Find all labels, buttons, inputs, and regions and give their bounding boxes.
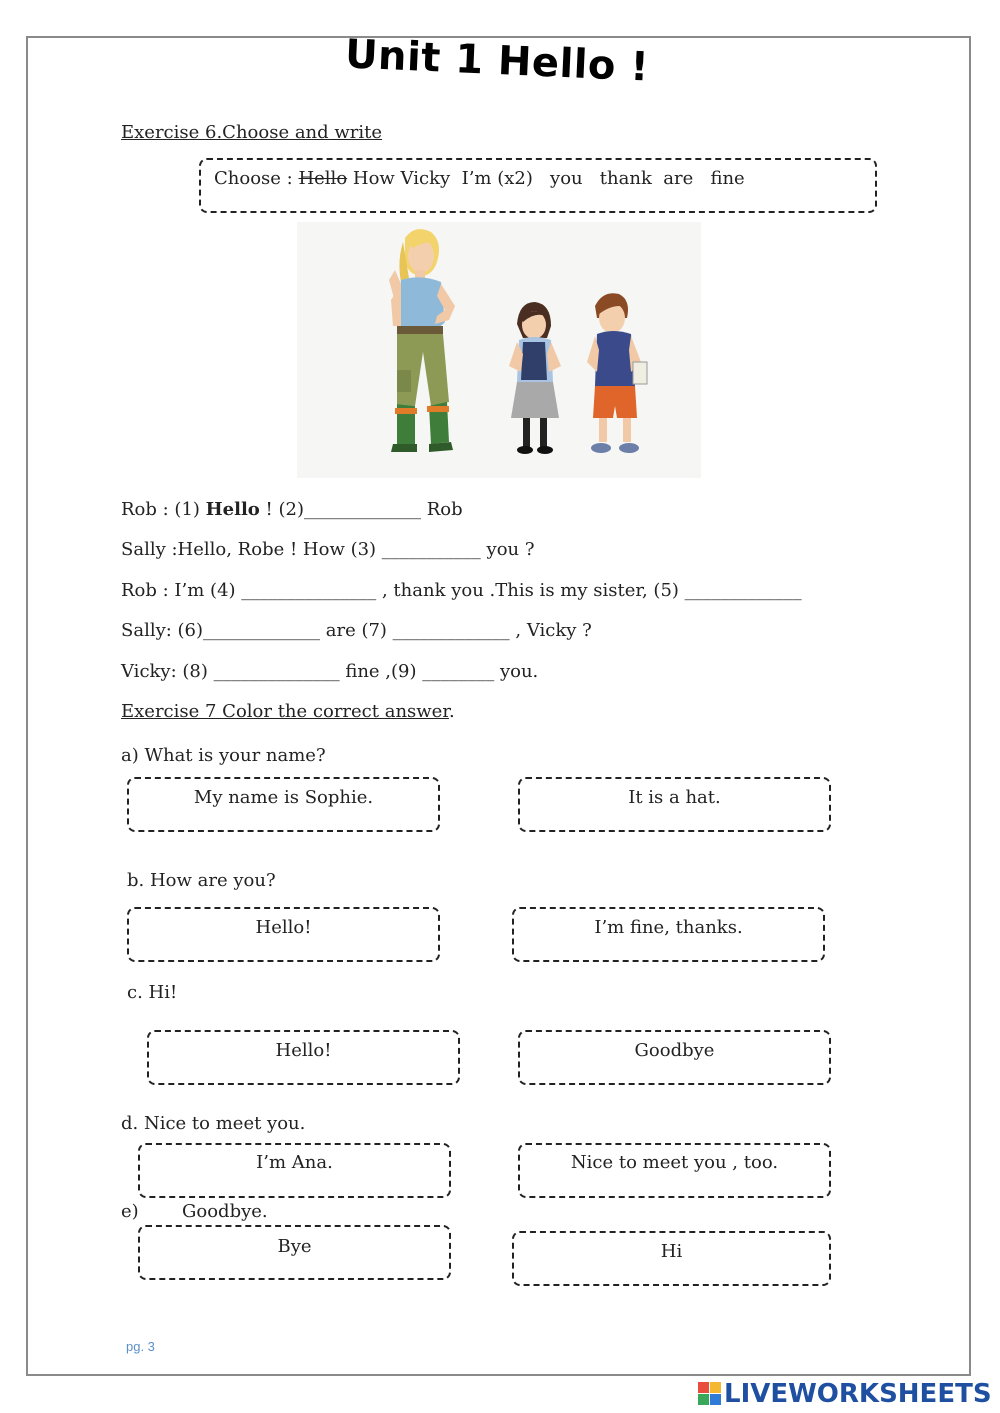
dialogue-line-5: Vicky: (8) ______________ fine ,(9) ________ you. bbox=[121, 661, 539, 682]
exercise-7-heading-suffix: . bbox=[448, 701, 455, 722]
exercise-7-heading bbox=[121, 701, 455, 723]
word-bank bbox=[214, 168, 745, 190]
page-title: Unit 1 Hello ! bbox=[344, 31, 651, 91]
answer-a-option-1-label: My name is Sophie. bbox=[193, 787, 374, 808]
dialogue-line-3: Rob : I’m (4) _______________ , thank you .This is my sister, (5) _____________ bbox=[121, 580, 802, 601]
answer-c-option-2-label: Goodbye bbox=[634, 1040, 715, 1061]
liveworksheets-logo[interactable] bbox=[698, 1378, 992, 1410]
dialogue-line-1-answer: Hello bbox=[205, 499, 260, 520]
boy-figure bbox=[587, 293, 647, 453]
question-c: c. Hi! bbox=[127, 982, 178, 1003]
question-e: Goodbye. bbox=[182, 1201, 268, 1222]
dialogue-line-2: Sally :Hello, Robe ! How (3) ___________ you ? bbox=[121, 539, 535, 560]
answer-d-option-2-label: Nice to meet you , too. bbox=[570, 1152, 779, 1173]
answer-e-option-2-label: Hi bbox=[660, 1241, 683, 1262]
characters-illustration bbox=[297, 222, 701, 478]
answer-b-option-2-label: I’m fine, thanks. bbox=[594, 917, 743, 938]
dialogue-line-4: Sally: (6)_____________ are (7) _____________ , Vicky ? bbox=[121, 620, 592, 641]
answer-c-option-1-label: Hello! bbox=[275, 1040, 332, 1061]
answer-a-option-2-label: It is a hat. bbox=[628, 787, 721, 808]
dialogue-line-1-start: Rob : (1) bbox=[121, 499, 200, 520]
girl-figure bbox=[509, 302, 561, 454]
word-bank-struck-word: Hello bbox=[298, 168, 348, 189]
woman-figure bbox=[389, 229, 455, 452]
word-bank-words: How Vicky I’m (x2) you thank are fine bbox=[352, 168, 745, 189]
question-b: b. How are you? bbox=[127, 870, 276, 891]
answer-e-option-1-label: Bye bbox=[277, 1236, 312, 1257]
question-a: a) What is your name? bbox=[121, 745, 326, 766]
word-bank-label: Choose : bbox=[214, 168, 293, 189]
answer-b-option-1-label: Hello! bbox=[255, 917, 312, 938]
liveworksheets-icon bbox=[698, 1382, 722, 1406]
dialogue-line-1 bbox=[121, 499, 463, 521]
liveworksheets-wordmark: LIVEWORKSHEETS bbox=[724, 1379, 992, 1409]
question-e-label: e) bbox=[121, 1201, 139, 1222]
exercise-7-heading-text: Exercise 7 Color the correct answer bbox=[121, 701, 449, 722]
dialogue-line-1-end: ! (2)_____________ Rob bbox=[265, 499, 463, 520]
answer-d-option-1-label: I’m Ana. bbox=[256, 1152, 333, 1173]
question-d: d. Nice to meet you. bbox=[121, 1113, 306, 1134]
page-number: pg. 3 bbox=[126, 1339, 155, 1354]
exercise-6-heading: Exercise 6.Choose and write bbox=[121, 122, 383, 143]
